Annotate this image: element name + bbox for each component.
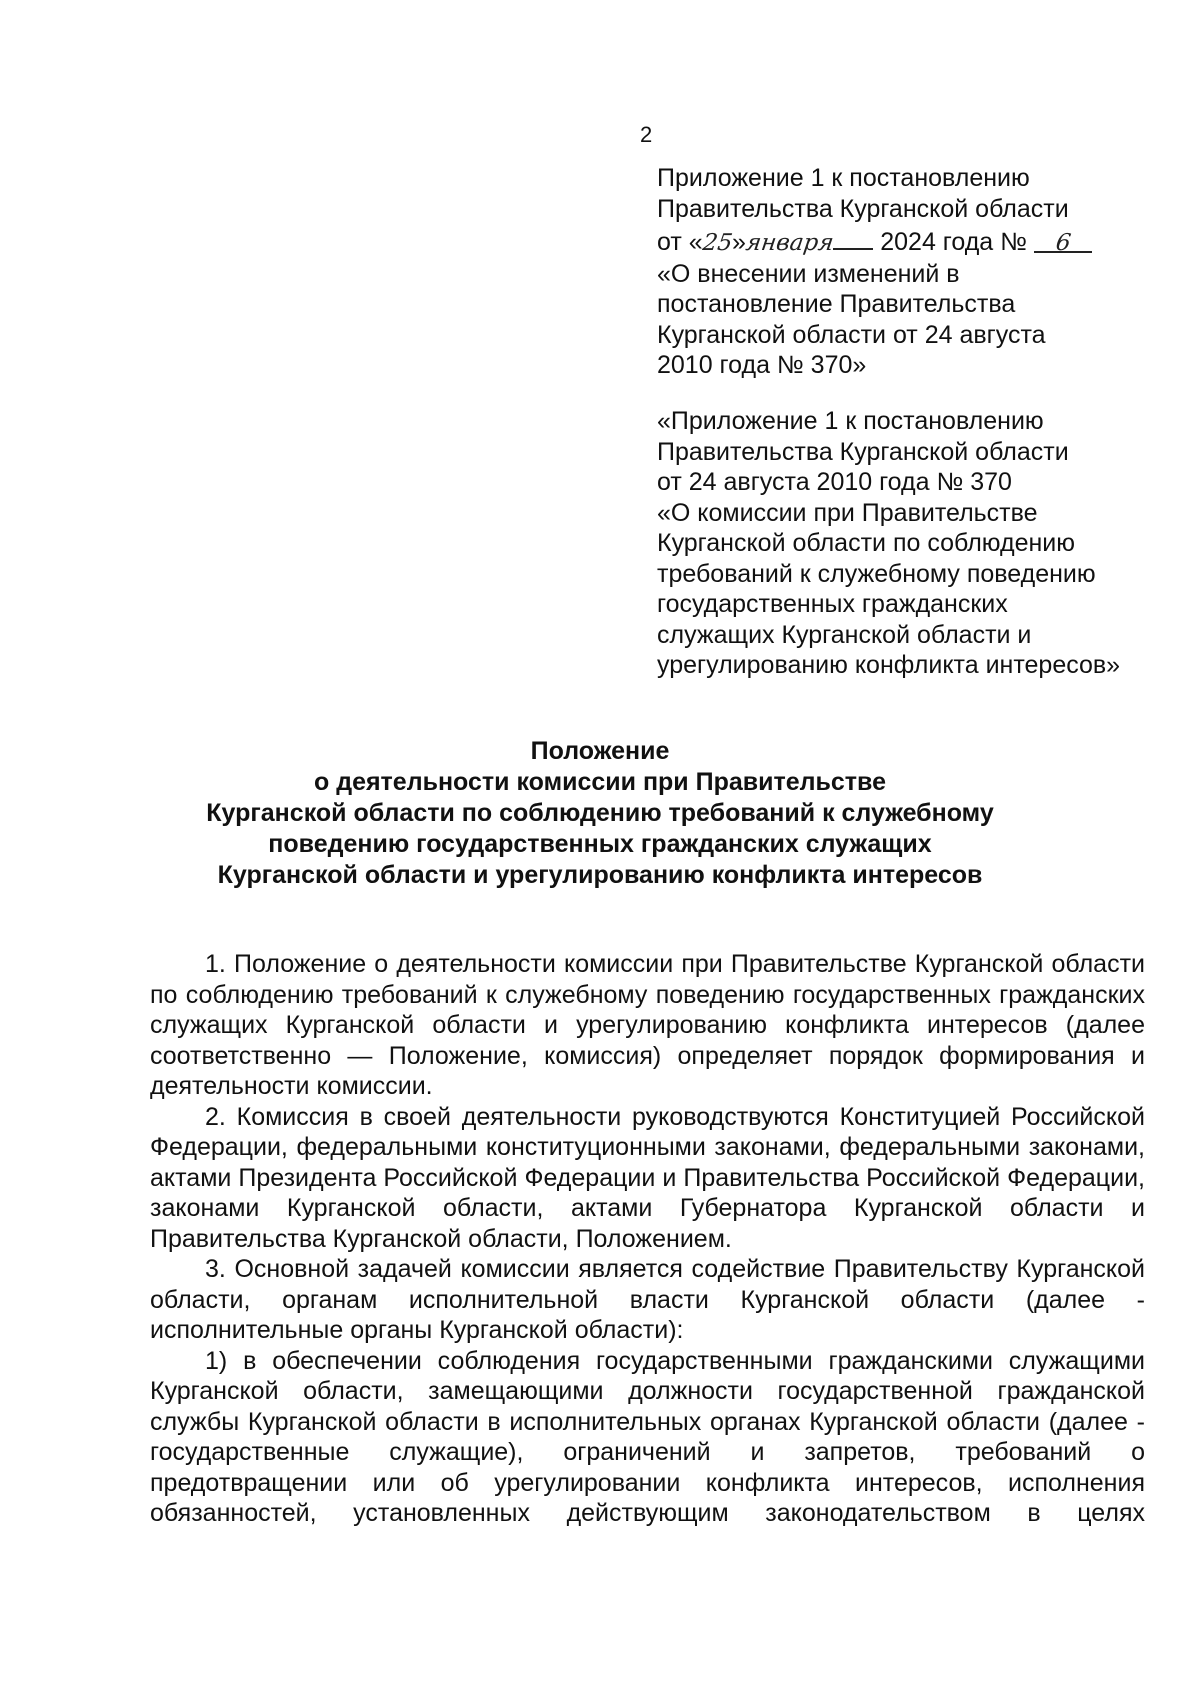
appendix-line: «О внесении изменений в [657,259,960,288]
title-line: о деятельности комиссии при Правительстве [313,768,886,796]
appendix-line: урегулированию конфликта интересов» [657,651,1121,679]
page-number: 2 [640,122,653,147]
handwritten-doc-number: 6 [1053,230,1073,256]
body-paragraph: 1) в обеспечении соблюдения государственными гражданскими служащими Курганской области, замещающими должности государственной гражданской службы Курганской области в исполнительных органах Курганской области (далее - государственные служащие), ограничений и запретов, требований о предотвращении или об урегулировании конфликта интересов, исполнения обязанностей, установленных действующим законодательством в целях [150,1346,1145,1527]
appendix-line: Курганской области по соблюдению [657,529,1076,557]
appendix-line: Правительства Курганской области [657,437,1069,466]
handwritten-day: 25 [700,230,734,256]
body-paragraph: 3. Основной задачей комиссии является содействие Правительству Курганской области, органам исполнительной власти Курганской области (далее - исполнительные органы Курганской области): [150,1255,1145,1344]
appendix-line: постановление Правительства [657,290,1016,318]
handwritten-month: января [744,230,836,256]
original-appendix-header [657,406,1120,681]
date-underline [833,224,873,250]
document-body [150,949,1145,1529]
appendix-line: «О комиссии при Правительстве [657,498,1038,527]
title-line: Положение [530,737,670,765]
appendix-date-line [657,224,1092,259]
date-quote-close: » [731,228,746,256]
appendix-line: 2010 года № 370» [657,351,867,379]
appendix-line: Приложение 1 к постановлению [657,164,1030,192]
appendix-line: от 24 августа 2010 года № 370 [657,468,1012,496]
appendix-line: Курганской области от 24 августа [657,320,1046,349]
appendix-header [657,163,1092,381]
appendix-line: требований к служебному поведению [657,559,1096,588]
date-year-text: 2024 года № [880,228,1027,256]
document-title [180,736,1020,891]
doc-number-field [1034,227,1092,256]
title-line: Курганской области и урегулированию конфликта интересов [217,861,983,889]
title-line: Курганской области по соблюдению требований к служебному [206,799,994,827]
body-paragraph: 2. Комиссия в своей деятельности руководствуются Конституцией Российской Федерации, федеральными конституционными законами, федеральными законами, актами Президента Российской Федерации и Правительства Российской Федерации, законами Курганской области, актами Губернатора Курганской области и Правительства Курганской области, Положением. [150,1102,1145,1253]
date-prefix: от « [657,228,703,256]
title-line: поведению государственных гражданских служащих [268,830,932,858]
appendix-line: служащих Курганской области и [657,620,1032,649]
body-paragraph: 1. Положение о деятельности комиссии при Правительстве Курганской области по соблюдению требований к служебному поведению государственных гражданских служащих Курганской области и урегулированию конфликта интересов (далее соответственно — Положение, комиссия) определяет порядок формирования и деятельности комиссии. [150,950,1145,1100]
appendix-line: государственных гражданских [657,590,1008,618]
appendix-line: Правительства Курганской области [657,194,1069,223]
appendix-line: «Приложение 1 к постановлению [657,407,1044,435]
